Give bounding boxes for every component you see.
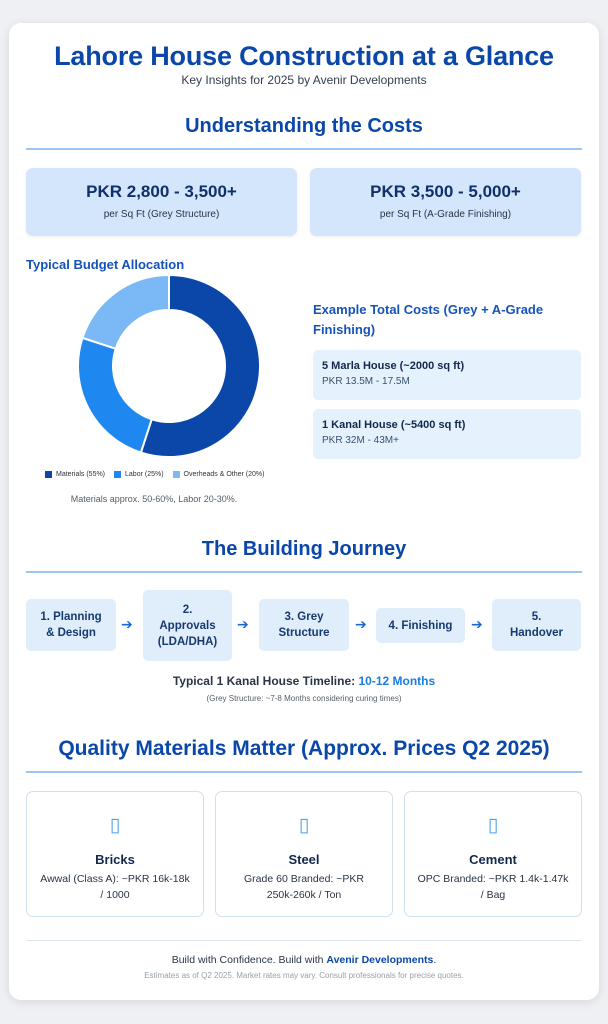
footer-divider [26,940,582,941]
example-1-kanal [313,409,581,459]
donut-slice-overheads [82,275,169,349]
chart-legend [45,471,273,478]
price-text: 250k-260k / Ton [266,889,342,901]
legend-label: Materials (55%) [56,471,106,478]
price-text: Awwal (Class A): ~PKR 16k-18k [40,873,190,885]
step-text: 5. [531,611,542,623]
step-approvals [143,590,232,661]
cement-icon: ▯ [487,815,499,836]
cost-box-grey [26,168,297,236]
timeline [9,674,599,688]
material-price [405,871,581,903]
legend-item [45,471,105,478]
journey-heading: The Building Journey [201,538,407,560]
materials-divider [26,771,582,773]
timeline-label: Typical 1 Kanal House Timeline: [172,674,356,688]
step-text: (LDA/DHA) [157,635,218,648]
material-card-bricks [26,791,204,917]
material-card-cement [404,791,582,917]
footer-tagline [9,954,599,966]
example-range: PKR 13.5M - 17.5M [322,376,410,387]
footer-disclaimer: Estimates as of Q2 2025. Market rates may vary. Consult professionals for precise quotes. [144,971,464,980]
footer-brand: Avenir Developments [326,954,434,966]
example-name: 5 Marla House (~2000 sq ft) [322,360,465,372]
material-price [216,871,392,903]
arrow-icon: ➔ [471,616,483,632]
price-text: / Bag [480,889,506,901]
legend-swatch [173,471,180,478]
brick-icon: ▯ [109,815,121,836]
cost-box-finishing [310,168,581,236]
price-text: Grade 60 Branded: ~PKR [244,873,364,885]
arrow-icon: ➔ [121,616,133,632]
budget-heading: Typical Budget Allocation [26,257,185,272]
material-card-steel [215,791,393,917]
step-text: Structure [278,627,330,639]
step-text: Handover [509,627,564,639]
step-finishing [376,608,465,643]
legend-swatch [45,471,52,478]
timeline-value: 10-12 Months [358,674,436,688]
cost-value: PKR 2,800 - 3,500+ [86,182,237,201]
example-range: PKR 32M - 43M+ [322,435,399,446]
infographic-card [9,23,599,1000]
cost-value: PKR 3,500 - 5,000+ [370,182,521,201]
legend-item [114,471,164,478]
page-title: Lahore House Construction at a Glance [54,41,554,71]
steel-icon: ▯ [298,815,310,836]
step-handover [492,599,581,651]
example-name: 1 Kanal House (~5400 sq ft) [322,419,466,431]
donut-note: Materials approx. 50-60%, Labor 20-30%. [70,494,238,504]
materials-heading: Quality Materials Matter (Approx. Prices Q2 2025) [58,737,550,760]
journey-divider [26,571,582,573]
price-text: / 1000 [100,889,130,901]
step-text: Approvals [159,619,216,632]
example-5-marla [313,350,581,400]
page-subtitle: Key Insights for 2025 by Avenir Developments [181,73,427,87]
material-name: Cement [469,852,517,867]
arrow-icon: ➔ [355,616,367,632]
step-text: 2. [182,603,193,616]
examples-heading: Example Total Costs (Grey + A-Grade Finishing) [313,302,544,337]
price-text: OPC Branded: ~PKR 1.4k-1.47k [417,873,569,885]
budget-donut-chart [59,275,259,465]
arrow-icon: ➔ [237,616,249,632]
material-name: Bricks [95,852,135,867]
step-text: 4. Finishing [388,619,453,632]
cost-note: per Sq Ft (Grey Structure) [103,209,220,220]
timeline-note: (Grey Structure: ~7-8 Months considering curing times) [206,694,402,703]
step-planning [26,599,116,651]
step-text: 1. Planning [40,611,102,623]
cost-note: per Sq Ft (A-Grade Finishing) [379,209,512,220]
costs-heading: Understanding the Costs [185,115,423,137]
step-text: & Design [46,627,96,639]
material-price [27,871,203,903]
donut-slice-labor [78,338,152,453]
legend-label: Overheads & Other (20%) [183,471,265,478]
legend-label: Labor (25%) [125,471,164,478]
step-text: 3. Grey [284,611,324,623]
material-name: Steel [288,852,320,867]
footer-text: Build with Confidence. Build with [171,954,324,966]
footer-period: . [433,954,437,966]
step-grey-structure [259,599,349,651]
legend-swatch [114,471,121,478]
legend-item [173,471,265,478]
costs-divider [26,148,582,150]
